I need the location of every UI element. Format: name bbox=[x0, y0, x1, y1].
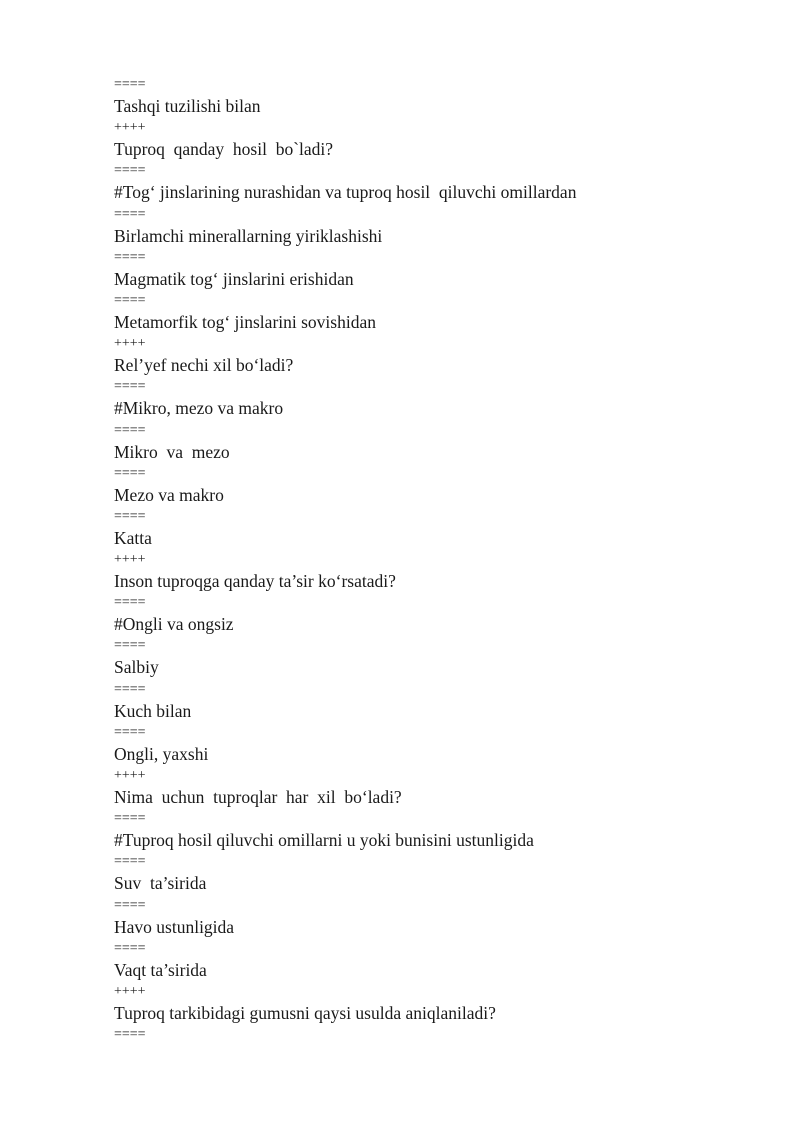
text-line: Mikro va mezo bbox=[114, 441, 230, 462]
separator-line: ==== bbox=[114, 163, 146, 179]
text-line: Tashqi tuzilishi bilan bbox=[114, 96, 261, 116]
separator-line: ==== bbox=[114, 811, 146, 827]
separator-line: ++++ bbox=[114, 983, 146, 999]
text-line: Ongli, yaxshi bbox=[114, 743, 209, 764]
separator-line: ==== bbox=[114, 724, 146, 740]
separator-line: ==== bbox=[114, 249, 146, 265]
text-line: Birlamchi minerallarning yiriklashishi bbox=[114, 225, 383, 246]
text-line: Suv ta’sirida bbox=[114, 873, 207, 894]
separator-line: ++++ bbox=[114, 552, 146, 568]
text-line: Metamorfik tog‘ jinslarini sovishidan bbox=[114, 311, 376, 332]
text-line: Rel’yef nechi xil bo‘ladi? bbox=[114, 355, 294, 376]
separator-line: ++++ bbox=[114, 768, 146, 783]
text-line: #Tuproq hosil qiluvchi omillarni u yoki bunisini ustunligida bbox=[114, 830, 534, 851]
separator-line: ++++ bbox=[114, 120, 146, 136]
separator-line: ==== bbox=[114, 422, 146, 438]
text-line: Mezo va makro bbox=[114, 484, 224, 505]
separator-line: ==== bbox=[114, 465, 146, 481]
text-line: #Mikro, mezo va makro bbox=[114, 398, 284, 419]
text-line: Havo ustunligida bbox=[114, 916, 235, 937]
separator-line: ==== bbox=[114, 77, 146, 92]
document-body bbox=[114, 76, 754, 1044]
text-line: #Ongli va ongsiz bbox=[114, 614, 234, 635]
separator-line: ==== bbox=[114, 508, 146, 524]
separator-line: ==== bbox=[114, 940, 146, 956]
text-line: Magmatik tog‘ jinslarini erishidan bbox=[114, 268, 354, 289]
text-line: Nima uchun tuproqlar har xil bo‘ladi? bbox=[114, 787, 402, 807]
separator-line: ==== bbox=[114, 681, 146, 697]
text-line: #Tog‘ jinslarining nurashidan va tuproq hosil qiluvchi omillardan bbox=[114, 182, 577, 203]
separator-line: ==== bbox=[114, 897, 146, 913]
separator-line: ++++ bbox=[114, 336, 146, 352]
text-line: Katta bbox=[114, 527, 152, 548]
separator-line: ==== bbox=[114, 1027, 146, 1043]
separator-line: ==== bbox=[114, 638, 146, 654]
separator-line: ==== bbox=[114, 595, 146, 611]
text-line: Inson tuproqga qanday ta’sir ko‘rsatadi? bbox=[114, 571, 396, 592]
text-line: Tuproq tarkibidagi gumusni qaysi usulda aniqlaniladi? bbox=[114, 1002, 496, 1023]
text-line: Salbiy bbox=[114, 657, 159, 678]
separator-line: ==== bbox=[114, 379, 146, 395]
text-line: Kuch bilan bbox=[114, 700, 192, 721]
separator-line: ==== bbox=[114, 854, 146, 870]
separator-line: ==== bbox=[114, 206, 146, 222]
text-line: Tuproq qanday hosil bo`ladi? bbox=[114, 139, 334, 160]
separator-line: ==== bbox=[114, 292, 146, 308]
text-line: Vaqt ta’sirida bbox=[114, 959, 207, 980]
